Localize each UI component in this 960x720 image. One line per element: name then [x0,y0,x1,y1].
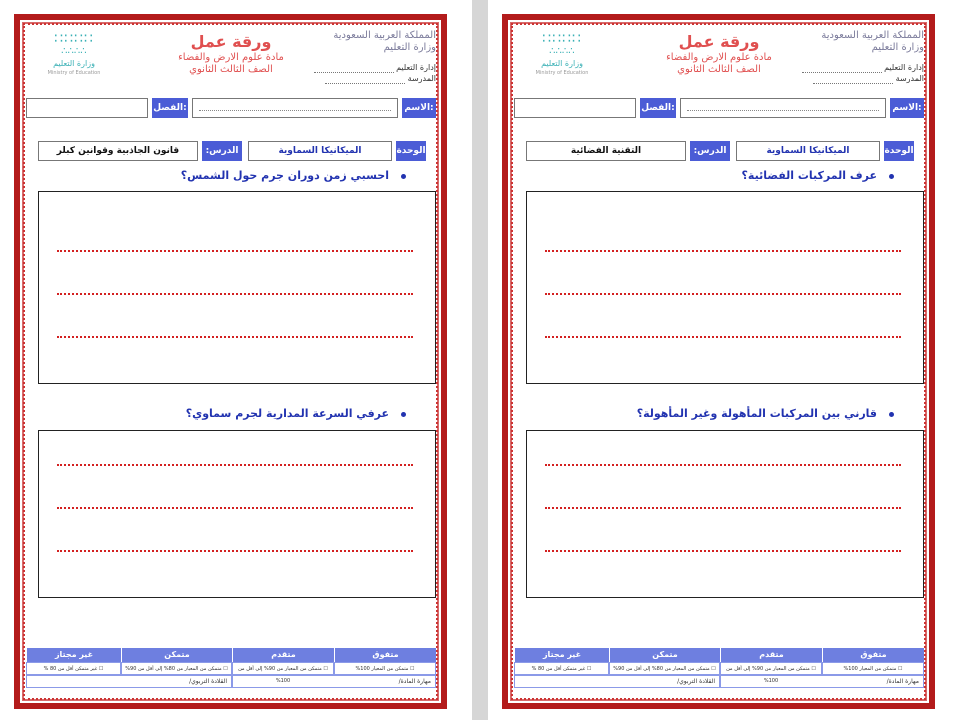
rubric-header-proficient: متمكن [121,648,232,662]
answer-box-2[interactable] [526,430,924,598]
unit-lesson-bar [38,141,426,161]
name-field[interactable] [192,98,398,118]
rubric-criterion[interactable]: ☐ متمكن من المعيار 100% [822,662,924,675]
lesson-label: الدرس: [690,141,730,161]
kingdom-line: المملكة العربية السعودية [821,30,924,41]
rubric-criterion[interactable]: ☐ متمكن من المعيار من 90% إلى أقل من 100% [232,662,334,675]
subject-line: مادة علوم الارض والفضاء [666,52,772,63]
logo-icon: ∷∷∷∷ [54,31,94,47]
bullet-icon [401,174,406,179]
question-text: احسبي زمن دوران جرم حول الشمس؟ [180,169,389,182]
school-label: المدرسة [895,74,924,83]
grade-line: الصف الثالث الثانوي [677,64,761,75]
bullet-icon [889,174,894,179]
rubric-criterion[interactable]: ☐ غير متمكن أقل من 80 % [514,662,609,675]
class-field[interactable] [514,98,636,118]
ministry-logo: ∷∷∷∷ ∴∴∴∴ وزارة التعليم Ministry of Education [522,32,602,77]
ministry-line: وزارة التعليم [383,42,436,53]
worksheet-page-2 [488,0,960,720]
name-class-bar [514,98,924,118]
question-text: عرف المركبات الفضائية؟ [741,169,877,182]
answer-line [545,250,901,252]
rubric-header-fail: غير مجتاز [26,648,121,662]
class-field[interactable] [26,98,148,118]
admin-info [799,62,924,84]
rubric-header-proficient: متمكن [609,648,720,662]
bullet-icon [401,412,406,417]
kingdom-emblem-text [814,30,924,54]
answer-line [545,464,901,466]
admin-info [311,62,436,84]
question-text: قارني بين المركبات المأهولة وغير المأهولة؟ [636,407,877,420]
kingdom-emblem-text [326,30,436,54]
name-label: الاسم: [402,98,436,118]
unit-value: الميكانيكا السماوية [248,141,392,161]
rubric-footer-skill: مهارة المادة/ [232,675,436,688]
class-label: الفصل: [640,98,676,118]
logo-icon: ∷∷∷∷ [542,31,582,47]
answer-line [57,250,413,252]
rubric-header-excellent: متفوق [822,648,924,662]
bullet-icon [889,412,894,417]
rubric-criterion[interactable]: ☐ متمكن من المعيار من 90% إلى أقل من 100% [720,662,822,675]
subject-line: مادة علوم الارض والفضاء [178,52,284,63]
grade-line: الصف الثالث الثانوي [189,64,273,75]
worksheet-title: ورقة عمل [678,32,760,51]
rubric-table [26,648,436,690]
question-1 [742,169,894,182]
lesson-value: التقنية الفضائية [526,141,686,161]
rubric-criterion[interactable]: ☐ غير متمكن أقل من 80 % [26,662,121,675]
page-header [26,26,436,86]
rubric-criterion[interactable]: ☐ متمكن من المعيار 100% [334,662,436,675]
answer-line [545,507,901,509]
answer-line [545,336,901,338]
rubric-header-advanced: متقدم [232,648,334,662]
answer-box-1[interactable] [526,191,924,384]
rubric-footer-note: القلادة التربوي/ [26,675,232,688]
class-label: الفصل: [152,98,188,118]
ministry-line: وزارة التعليم [871,42,924,53]
answer-line [57,464,413,466]
lesson-value: قانون الجاذبية وقوانين كبلر [38,141,198,161]
answer-line [57,550,413,552]
question-text: عرفي السرعة المدارية لجرم سماوي؟ [185,407,389,420]
answer-line [57,336,413,338]
kingdom-line: المملكة العربية السعودية [333,30,436,41]
page-header [514,26,924,86]
rubric-header-fail: غير مجتاز [514,648,609,662]
question-2 [637,407,894,420]
rubric-criterion[interactable]: ☐ متمكن من المعيار من 80% إلى أقل من 90% [609,662,720,675]
unit-value: الميكانيكا السماوية [736,141,880,161]
rubric-footer-note: القلادة التربوي/ [514,675,720,688]
answer-line [57,507,413,509]
name-class-bar [26,98,436,118]
worksheet-page-1 [0,0,472,720]
school-label: المدرسة [407,74,436,83]
rubric-header-advanced: متقدم [720,648,822,662]
rubric-footer-skill: مهارة المادة/ [720,675,924,688]
admin-label: إدارة التعليم [884,63,924,72]
answer-box-2[interactable] [38,430,436,598]
lesson-label: الدرس: [202,141,242,161]
admin-label: إدارة التعليم [396,63,436,72]
title-block [644,32,794,76]
answer-line [57,293,413,295]
question-2 [186,407,406,420]
answer-box-1[interactable] [38,191,436,384]
answer-line [545,550,901,552]
name-field[interactable] [680,98,886,118]
name-label: الاسم: [890,98,924,118]
rubric-header-excellent: متفوق [334,648,436,662]
answer-line [545,293,901,295]
title-block [156,32,306,76]
question-1 [181,169,406,182]
unit-label: الوحدة [396,141,426,161]
rubric-table [514,648,924,690]
ministry-logo: ∷∷∷∷ ∴∴∴∴ وزارة التعليم Ministry of Education [34,32,114,77]
unit-lesson-bar [526,141,914,161]
rubric-criterion[interactable]: ☐ متمكن من المعيار من 80% إلى أقل من 90% [121,662,232,675]
unit-label: الوحدة [884,141,914,161]
worksheet-title: ورقة عمل [190,32,272,51]
